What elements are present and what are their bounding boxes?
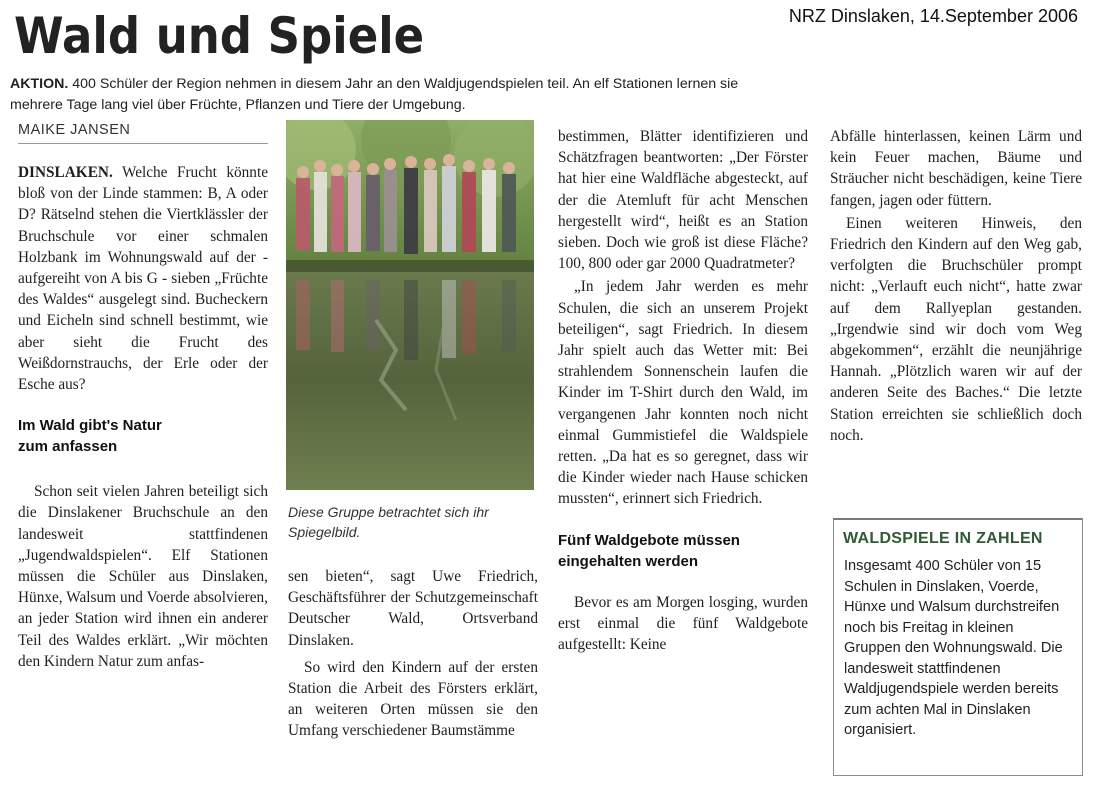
- headline: Wald und Spiele: [14, 7, 425, 65]
- column-2-paragraph-1: sen bieten“, sagt Uwe Friedrich, Geschäftsführer der Schutzgemeinschaft Deutscher Wald, Ortsverband Dinslaken.: [288, 568, 538, 649]
- column-2: [288, 566, 538, 742]
- lead-paragraph: [10, 74, 750, 116]
- lead-label: AKTION.: [10, 76, 69, 92]
- column-4-paragraph-2: Einen weiteren Hinweis, den Friedrich den Kindern auf den Weg gab, verfolgten die Bruchschüler prompt nicht: „Verlauft euch nicht“, hatte zwar auf dem Rallyeplan gestanden. „Irgendwie sind wir doch vom Weg abgekommen“, erzählt die neunjährige Hannah. „Plötzlich waren wir auf der anderen Seite des Baches.“ Die letzte Station erreichten sie schließlich doch noch.: [830, 214, 1082, 444]
- column-4: [830, 126, 1082, 446]
- column-3-subhead: Fünf Waldgebote müssen eingehalten werden: [558, 531, 740, 570]
- column-2-paragraph-2: So wird den Kindern auf der ersten Station die Arbeit des Försters erklärt, an weiteren Orten müssen sie den Umfang verschiedener Baumstämme: [288, 658, 538, 740]
- column-1: [18, 162, 268, 672]
- column-1-subhead: Im Wald gibt's Natur zum anfassen: [18, 417, 162, 456]
- info-box: [833, 518, 1083, 776]
- column-3-paragraph-1: bestimmen, Blätter identifizieren und Schätzfragen beantworten: „Der Förster hat hier eine Waldfläche abgesteckt, auf der die Atemluft für acht Menschen hergestellt wird“, heißt es an Station sieben. Doch wie groß ist diese Fläche? 100, 800 oder gar 2000 Quadratmeter?: [558, 128, 808, 273]
- lead-text: 400 Schüler der Region nehmen in diesem Jahr an den Waldjugendspielen teil. An elf Stationen lernen sie mehrere Tage lang viel über Früchte, Pflanzen und Tiere der Umgebung.: [10, 76, 739, 113]
- dateline: NRZ Dinslaken, 14.September 2006: [788, 6, 1078, 26]
- column-3-paragraph-2: „In jedem Jahr werden es mehr Schulen, die sich an unserem Projekt beteiligen“, sagt Friedrich. In diesem Jahr spielt auch das Wetter mit: Bei strahlendem Sonnenschein laufen die Kinder im T-Shirt durch den Wald, im vergangenen Jahr konnten noch nicht einmal Gummistiefel die Waldspiele retten. „Da hat es so geregnet, dass wir die Kinder wieder nach Hause schicken mussten“, erinnert sich Friedrich.: [558, 278, 808, 508]
- column-3: [558, 126, 808, 655]
- column-1-paragraph-2: Schon seit vielen Jahren beteiligt sich die Dinslakener Bruchschule an den landesweit stattfindenen „Jugendwaldspielen“. Elf Stationen müssen die Schüler aus Dinslaken, Hünxe, Walsum und Voerde absolvieren, an jeder Station wird ihnen ein anderer Teil des Waldes erklärt. „Wir möchten den Kindern Natur zum anfas-: [18, 483, 268, 670]
- column-3-paragraph-3: Bevor es am Morgen losging, wurden erst einmal die fünf Waldgebote aufgestellt: Keine: [558, 593, 808, 654]
- photo-caption: Diese Gruppe betrachtet sich ihr Spiegelbild.: [288, 504, 489, 540]
- dateline-city: DINSLAKEN.: [18, 164, 113, 181]
- author-divider: [18, 143, 268, 144]
- column-1-paragraph-1: [18, 162, 268, 395]
- article-photo: [286, 120, 534, 490]
- column-4-paragraph-1: Abfälle hinterlassen, keinen Lärm und kein Feuer machen, Bäume und Sträucher nicht beschädigen, keine Tiere fangen, jagen oder füttern.: [830, 128, 1082, 209]
- author-byline: MAIKE JANSEN: [18, 122, 131, 138]
- info-box-title: WALDSPIELE IN ZAHLEN: [833, 518, 1082, 552]
- column-1-paragraph-1-text: Welche Frucht könnte bloß von der Linde stammen: B, A oder D? Rätselnd stehen die Viertklässler der Bruchschule vor einer schmalen Holzbank im Wohnungswald auf der - aufgereiht von A bis G - sieben „Früchte des Waldes“ ausgelegt sind. Bucheckern und Eicheln sind schnell bestimmt, wie aber sieht die Frucht des Weißdornstrauchs, der Erle oder der Esche aus?: [18, 164, 268, 394]
- info-box-text: Insgesamt 400 Schüler von 15 Schulen in Dinslaken, Voerde, Hünxe und Walsum durchstreifen noch bis Freitag in kleinen Gruppen den Wohnungswald. Die landesweit stattfindenen Waldjugendspiele werden bereits zum achten Mal in Dinslaken organisiert.: [844, 558, 1063, 738]
